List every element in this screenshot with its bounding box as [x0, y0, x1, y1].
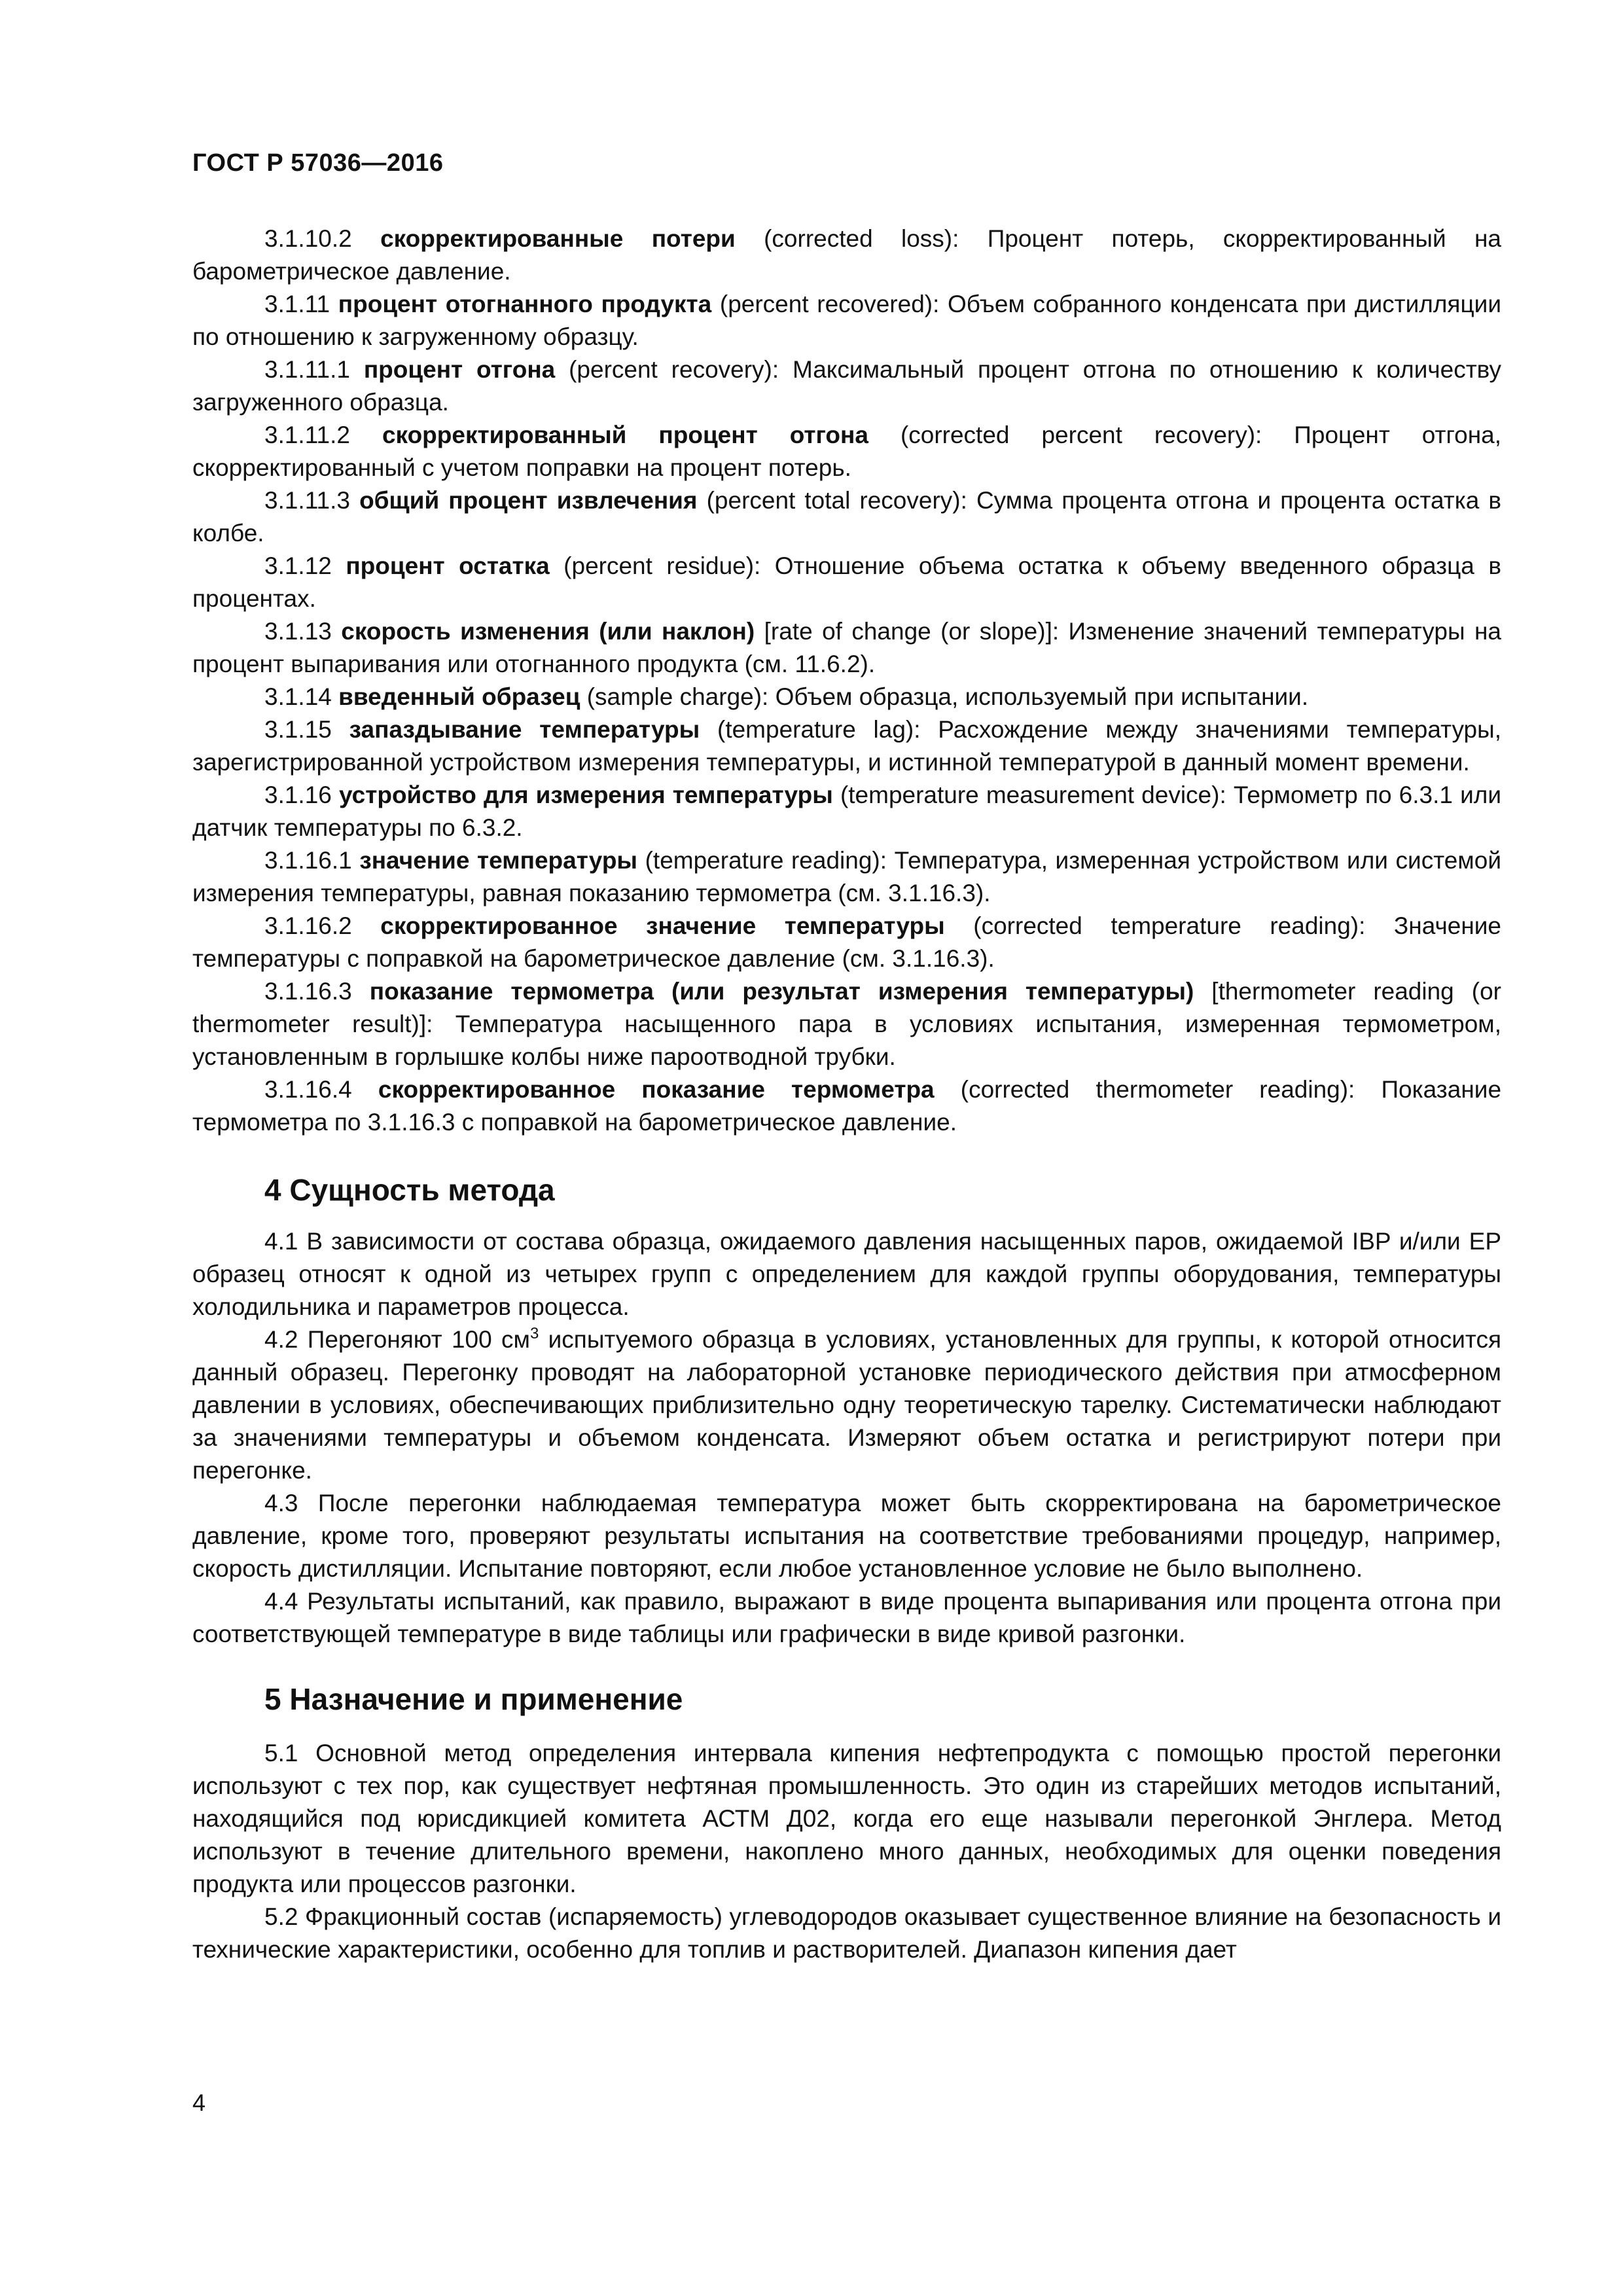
term: процент остатка	[346, 552, 550, 579]
term: процент отогнанного продукта	[338, 291, 712, 317]
definition-3-1-10-2	[192, 223, 1501, 288]
definition-text: (temperature lag): Расхождение между значениями температуры, зарегистрированной устройством измерения температуры, и истинной температурой в данный момент времени.	[192, 716, 1502, 776]
clause-number: 3.1.11.3	[264, 487, 350, 514]
definition-text: (percent recovery): Максимальный процент отгона по отношению к количеству загруженного образца.	[192, 356, 1502, 416]
term: скорректированное значение температуры	[380, 912, 945, 939]
definition-3-1-16-3	[192, 975, 1501, 1073]
paragraph-4-1: 4.1 В зависимости от состава образца, ожидаемого давления насыщенных паров, ожидаемой IBP и/или EP образец относят к одной из четырех групп с определением для каждой группы оборудования, температуры холодильника и параметров процесса.	[192, 1228, 1501, 1320]
definition-3-1-11-2	[192, 419, 1501, 484]
clause-number: 3.1.11	[264, 291, 330, 317]
clause-number: 3.1.16.3	[264, 978, 352, 1005]
document-body	[192, 223, 1501, 1966]
definition-3-1-16-4	[192, 1073, 1501, 1139]
paragraph-5-2: 5.2 Фракционный состав (испаряемость) углеводородов оказывает существенное влияние на безопасность и технические характеристики, особенно для топлив и растворителей. Диапазон кипения дает	[192, 1903, 1501, 1963]
term: скорректированное показание термометра	[378, 1076, 935, 1103]
clause-number: 3.1.16	[264, 781, 332, 808]
paragraph-4-2	[192, 1323, 1501, 1487]
definition-text: (temperature measurement device): Термометр по 6.3.1 или датчик температуры по 6.3.2.	[192, 781, 1502, 841]
definition-text: (temperature reading): Температура, измеренная устройством или системой измерения температуры, равная показанию термометра (см. 3.1.16.3).	[192, 847, 1501, 906]
definition-text: (percent total recovery): Сумма процента отгона и процента остатка в колбе.	[192, 487, 1502, 547]
term: общий процент извлечения	[359, 487, 698, 514]
definition-text: (corrected percent recovery): Процент отгона, скорректированный с учетом поправки на процент потерь.	[192, 422, 1502, 481]
term: значение температуры	[359, 847, 638, 874]
term: введенный образец	[338, 683, 580, 710]
term: устройство для измерения температуры	[339, 781, 833, 808]
clause-number: 3.1.13	[264, 618, 332, 645]
paragraph-4-4: 4.4 Результаты испытаний, как правило, выражают в виде процента выпаривания или процента отгона при соответствующей температуре в виде таблицы или графически в виде кривой разгонки.	[192, 1588, 1501, 1647]
clause-number: 3.1.11.2	[264, 422, 350, 448]
clause-number: 3.1.15	[264, 716, 332, 743]
definition-text: (corrected temperature reading): Значение температуры с поправкой на барометрическое давление (см. 3.1.16.3).	[192, 912, 1501, 972]
clause-number: 3.1.11.1	[264, 356, 350, 383]
term: показание термометра (или результат измерения температуры)	[369, 978, 1194, 1005]
section-5-heading: 5 Назначение и применение	[264, 1682, 683, 1716]
definition-3-1-11-1	[192, 353, 1501, 419]
definition-text: (corrected loss): Процент потерь, скорректированный на барометрическое давление.	[192, 225, 1502, 285]
term: скорректированный процент отгона	[382, 422, 868, 448]
term: запаздывание температуры	[349, 716, 700, 743]
definition-3-1-12	[192, 550, 1501, 615]
term: скорость изменения (или наклон)	[341, 618, 755, 645]
clause-number: 3.1.12	[264, 552, 332, 579]
definition-3-1-13	[192, 615, 1501, 681]
clause-number: 3.1.16.2	[264, 912, 352, 939]
term: скорректированные потери	[380, 225, 736, 252]
definition-text: (sample charge): Объем образца, используемый при испытании.	[580, 683, 1309, 710]
definition-3-1-11	[192, 288, 1501, 353]
paragraph-5-1: 5.1 Основной метод определения интервала кипения нефтепродукта с помощью простой перегонки используют с тех пор, как существует нефтяная промышленность. Это один из старейших методов испытаний, находящийся под юрисдикцией комитета АСТМ Д02, когда его еще называли перегонкой Энглера. Метод используют в течение длительного времени, накоплено много данных, необходимых для оценки поведения продукта или процессов разгонки.	[192, 1740, 1501, 1897]
definition-text: (percent recovered): Объем собранного конденсата при дистилляции по отношению к загруженному образцу.	[192, 291, 1501, 350]
clause-number: 3.1.16.4	[264, 1076, 352, 1103]
definition-text: [rate of change (or slope)]: Изменение значений температуры на процент выпаривания или отогнанного продукта (см. 11.6.2).	[192, 618, 1501, 677]
clause-number: 3.1.16.1	[264, 847, 352, 874]
definition-3-1-16-2	[192, 910, 1501, 975]
definition-3-1-14	[192, 681, 1501, 713]
definition-text: (corrected thermometer reading): Показание термометра по 3.1.16.3 с поправкой на барометрическое давление.	[192, 1076, 1502, 1136]
definition-3-1-15	[192, 713, 1501, 779]
document-header: ГОСТ Р 57036—2016	[192, 149, 444, 177]
paragraph-4-3: 4.3 После перегонки наблюдаемая температура может быть скорректирована на барометрическое давление, кроме того, проверяют результаты испытания на соответствие требованиями процедур, например, скорость дистилляции. Испытание повторяют, если любое установленное условие не было выполнено.	[192, 1490, 1501, 1582]
section-4-heading: 4 Сущность метода	[264, 1173, 555, 1207]
paragraph-text: 4.2 Перегоняют 100 см	[264, 1326, 530, 1353]
definition-3-1-16-1	[192, 844, 1501, 910]
definition-text: (percent residue): Отношение объема остатка к объему введенного образца в процентах.	[192, 552, 1501, 612]
term: процент отгона	[363, 356, 556, 383]
superscript: 3	[529, 1325, 539, 1342]
definition-3-1-16	[192, 779, 1501, 844]
page-number: 4	[192, 2089, 206, 2116]
definition-text: [thermometer reading (or thermometer result)]: Температура насыщенного пара в условиях испытания, измеренная термометром, установленным в горлышке колбы ниже пароотводной трубки.	[192, 978, 1501, 1070]
clause-number: 3.1.10.2	[264, 225, 352, 252]
definition-3-1-11-3	[192, 484, 1501, 550]
paragraph-text: испытуемого образца в условиях, установленных для группы, к которой относится данный образец. Перегонку проводят на лабораторной установке периодического действия при атмосферном давлении в условиях, обеспечивающих приблизительно одну теоретическую тарелку. Систематически наблюдают за значениями температуры и объемом конденсата. Измеряют объем остатка и регистрируют потери при перегонке.	[192, 1326, 1502, 1484]
clause-number: 3.1.14	[264, 683, 332, 710]
